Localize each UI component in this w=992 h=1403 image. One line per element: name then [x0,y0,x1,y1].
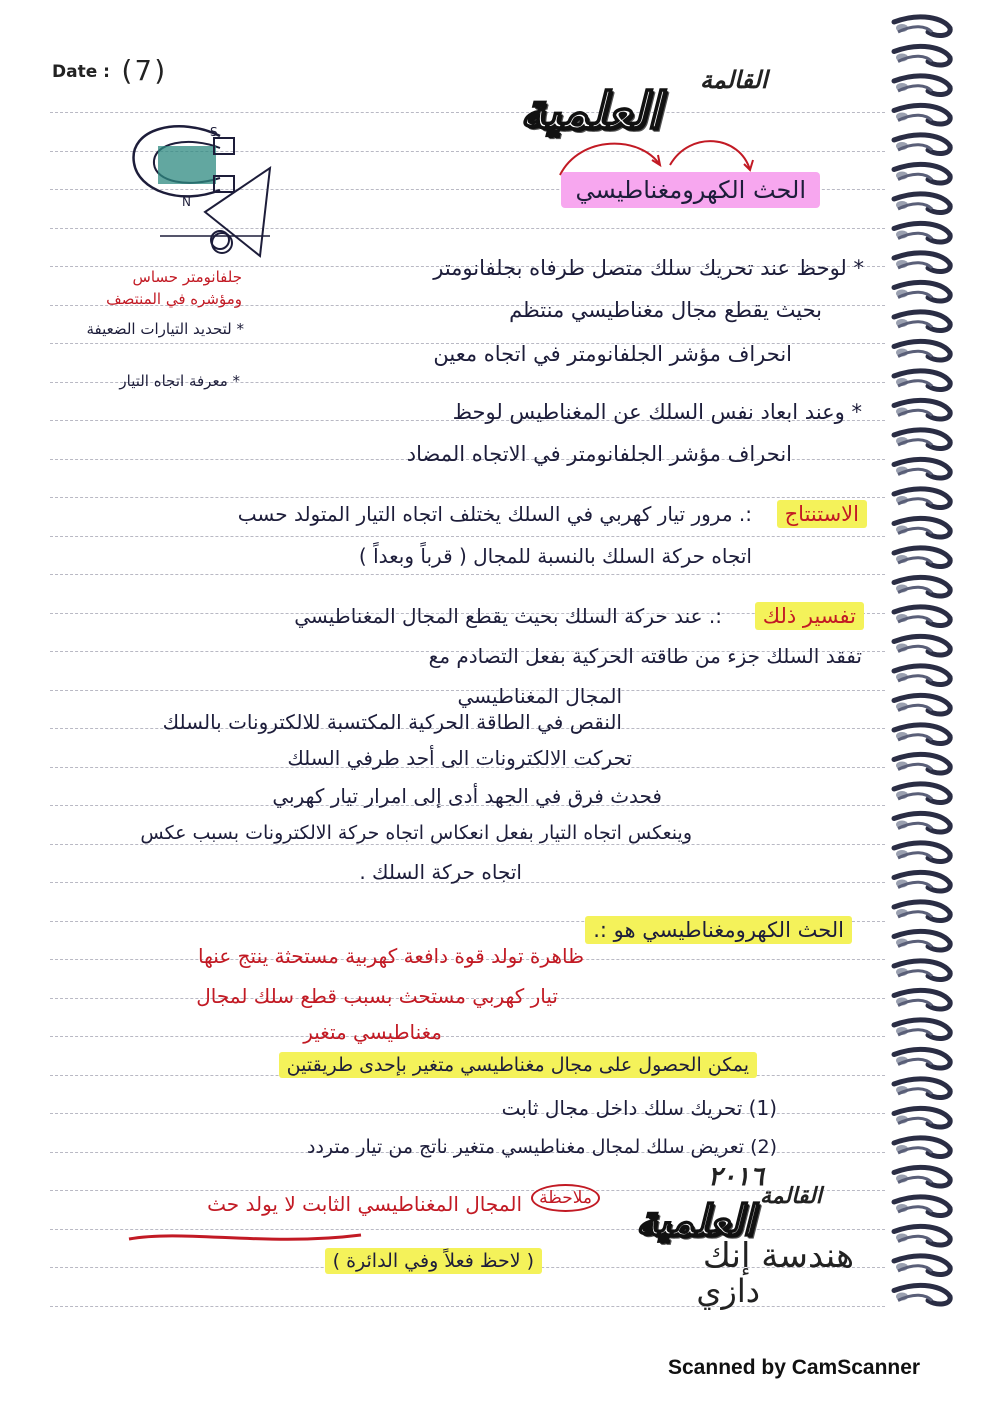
spiral-ring [894,990,950,1009]
spiral-ring [894,17,950,36]
note-line-2: ( لاحظ فعلاً وفي الدائرة ) [325,1250,542,1272]
spiral-ring [894,459,950,478]
spiral-ring [894,784,950,803]
page-title: الحث الكهرومغناطيسي [561,176,820,204]
explanation-line-7: وينعكس اتجاه التيار بفعل انعكاس اتجاه حركة الالكترونات بسبب عكس [140,822,692,844]
spiral-ring [894,194,950,213]
spiral-ring [894,577,950,596]
explanation-line-3: المجال المغناطيسي [457,684,622,708]
spiral-binding [880,0,992,1340]
spiral-ring [894,1256,950,1275]
page-number: (7) [118,54,169,87]
spiral-ring [894,1020,950,1039]
conclusion-line-2: اتجاه حركة السلك بالنسبة للمجال ( قرباً وبعداً ) [358,544,752,568]
side-note-instrument: جلفانومتر حساس ومؤشره في المنتصف [106,268,242,308]
observation-line-4: * وعند ابعاد نفس السلك عن المغناطيس لوحظ [452,400,862,424]
spiral-ring [894,518,950,537]
magnet-wire-diagram [110,108,280,258]
explanation-line-5: تحركت الالكترونات الى أحد طرفي السلك [287,746,632,770]
spiral-ring [894,725,950,744]
spiral-ring [894,135,950,154]
spiral-ring [894,1049,950,1068]
svg-text:N: N [182,195,191,209]
observation-line-5: انحراف مؤشر الجلفانومتر في الاتجاه المضاد [406,442,792,466]
explanation-line-2: تفقد السلك جزء من طاقته الحركية بفعل التصادم مع [428,644,862,668]
spiral-ring [894,105,950,124]
spiral-ring [894,253,950,272]
spiral-ring [894,1226,950,1245]
observation-line-3: انحراف مؤشر الجلفانومتر في اتجاه معين [433,342,792,366]
bottom-logo-author-2: دازي [696,1272,760,1310]
svg-text:S: S [210,125,218,139]
rule-line [50,536,885,537]
spiral-ring [894,430,950,449]
spiral-ring [894,843,950,862]
explanation-line-6: فحدث فرق في الجهد أدى إلى امرار تيار كهربي [272,784,662,808]
spiral-ring [894,1079,950,1098]
definition-label: الحث الكهرومغناطيسي هو :. [585,918,852,942]
note-label: ملاحظة [531,1188,600,1208]
observation-line-1: * لوحظ عند تحريك سلك متصل طرفاه بجلفانومتر [433,256,864,280]
rule-line [50,497,885,498]
spiral-ring [894,282,950,301]
rule-line [50,1036,885,1037]
spiral-ring [894,400,950,419]
spiral-ring [894,76,950,95]
galvanometer-icon [211,232,233,254]
header-logo-small: القالمة [700,66,768,94]
spiral-ring [894,46,950,65]
spiral-ring [894,371,950,390]
side-note-bullet-1: * لتحديد التيارات الضعيفة [86,320,244,338]
definition-line-2: تيار كهربي مستحث بسبب قطع سلك لمجال [196,984,558,1008]
spiral-ring [894,312,950,331]
spiral-ring [894,931,950,950]
bottom-logo-author-1: هندسة إنك [702,1236,854,1276]
rule-line [50,844,885,845]
spiral-ring [894,1197,950,1216]
conclusion-line-1: :. مرور تيار كهربي في السلك يختلف اتجاه التيار المتولد حسب [237,502,752,526]
conclusion-label: الاستنتاج [777,502,867,526]
spiral-ring [894,636,950,655]
spiral-ring [894,961,950,980]
spiral-ring [894,489,950,508]
method-item-1: (1) تحريك سلك داخل مجال ثابت [501,1096,777,1120]
spiral-ring [894,1138,950,1157]
explanation-line-8: اتجاه حركة السلك . [359,860,522,884]
spiral-ring [894,341,950,360]
spiral-ring [894,695,950,714]
definition-line-1: ظاهرة تولد قوة دافعة كهربية مستحثة ينتج عنها [197,944,584,968]
explanation-line-1: :. عند حركة السلك بحيث يقطع المجال المغناطيسي [294,604,722,628]
bottom-logo-small: القالمة [760,1184,822,1209]
rule-line [50,574,885,575]
spiral-ring [894,1167,950,1186]
spiral-ring [894,223,950,242]
explanation-line-4: النقص في الطاقة الحركية المكتسبة للالكترونات بالسلك [162,710,622,734]
scanner-watermark: Scanned by CamScanner [668,1356,921,1379]
definition-line-3: مغناطيسي متغير [303,1020,442,1044]
header-logo-main: العلمية [520,82,661,140]
spiral-ring [894,1285,950,1304]
spiral-ring [894,872,950,891]
explanation-label: تفسير ذلك [755,604,864,628]
methods-header: يمكن الحصول على مجال مغناطيسي متغير بإحدى طريقتين [279,1054,757,1076]
bottom-logo-main: العلمية [636,1196,755,1245]
bottom-logo-year: ٢٠١٦ [708,1162,764,1192]
spiral-ring [894,902,950,921]
observation-line-2: بحيث يقطع مجال مغناطيسي منتظم [509,298,822,322]
method-item-2: (2) تعريض سلك لمجال مغناطيسي متغير ناتج من تيار متردد [306,1136,777,1158]
spiral-ring [894,1108,950,1127]
spiral-ring [894,813,950,832]
spiral-ring [894,666,950,685]
spiral-ring [894,754,950,773]
spiral-ring [894,607,950,626]
spiral-ring [894,164,950,183]
spiral-ring [894,548,950,567]
date-label: Date : [52,62,110,82]
side-note-bullet-2: * معرفة اتجاه التيار [119,372,240,390]
note-line-1: المجال المغناطيسي الثابت لا يولد حث [207,1192,522,1216]
